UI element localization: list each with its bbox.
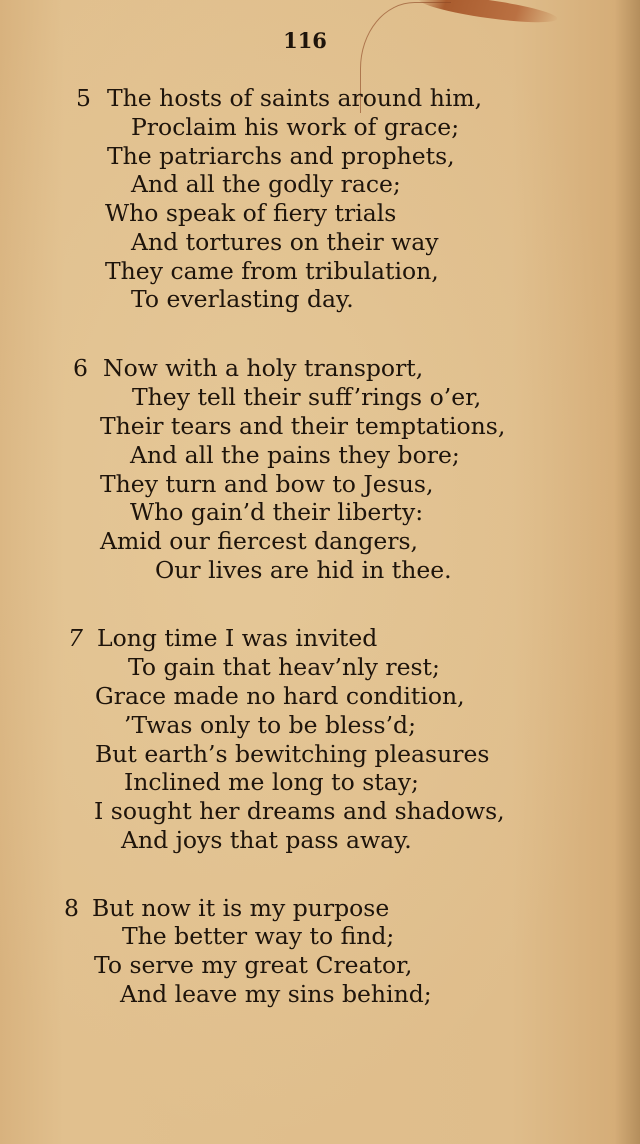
verse-line: The better way to find; <box>122 922 395 950</box>
verse-line: To gain that heav’nly rest; <box>128 653 440 681</box>
verse-line: ’Twas only to be bless’d; <box>124 711 417 739</box>
verse-number: 8 <box>64 894 79 922</box>
verse-line: They came from tribulation, <box>105 257 439 285</box>
verse-line: Inclined me long to stay; <box>124 768 419 796</box>
verse-line: And leave my sins behind; <box>120 980 432 1008</box>
verse-line: And joys that pass away. <box>121 826 412 854</box>
verse-number: 7 <box>68 624 83 652</box>
verse-number: 6 <box>73 354 88 382</box>
page-number: 116 <box>283 28 327 53</box>
verse-line: They tell their suff’rings o’er, <box>132 383 482 411</box>
verse-line: Proclaim his work of grace; <box>131 113 460 141</box>
verse-line: The patriarchs and prophets, <box>107 142 455 170</box>
verse-line: And tortures on their way <box>131 228 439 256</box>
verse-line: Grace made no hard condition, <box>95 682 465 710</box>
verse-line: To serve my great Creator, <box>94 951 413 979</box>
verse-line: They turn and bow to Jesus, <box>100 470 434 498</box>
verse-line: To everlasting day. <box>131 285 354 313</box>
verse-line: Their tears and their temptations, <box>100 412 506 440</box>
verse-line: Amid our fiercest dangers, <box>100 527 419 555</box>
verse-number: 5 <box>76 84 91 112</box>
verse-line: And all the godly race; <box>131 170 401 198</box>
verse-line: Our lives are hid in thee. <box>155 556 452 584</box>
verse-line: I sought her dreams and shadows, <box>94 797 505 825</box>
verse-line: Who speak of fiery trials <box>105 199 397 227</box>
verse-line: And all the pains they bore; <box>130 441 460 469</box>
verse-line: Long time I was invited <box>97 624 378 652</box>
verse-line: Who gain’d their liberty: <box>130 498 424 526</box>
verse-line: But earth’s bewitching pleasures <box>95 740 490 768</box>
verse-line: The hosts of saints around him, <box>107 84 483 112</box>
verse-line: Now with a holy transport, <box>103 354 424 382</box>
verse-line: But now it is my purpose <box>92 894 390 922</box>
